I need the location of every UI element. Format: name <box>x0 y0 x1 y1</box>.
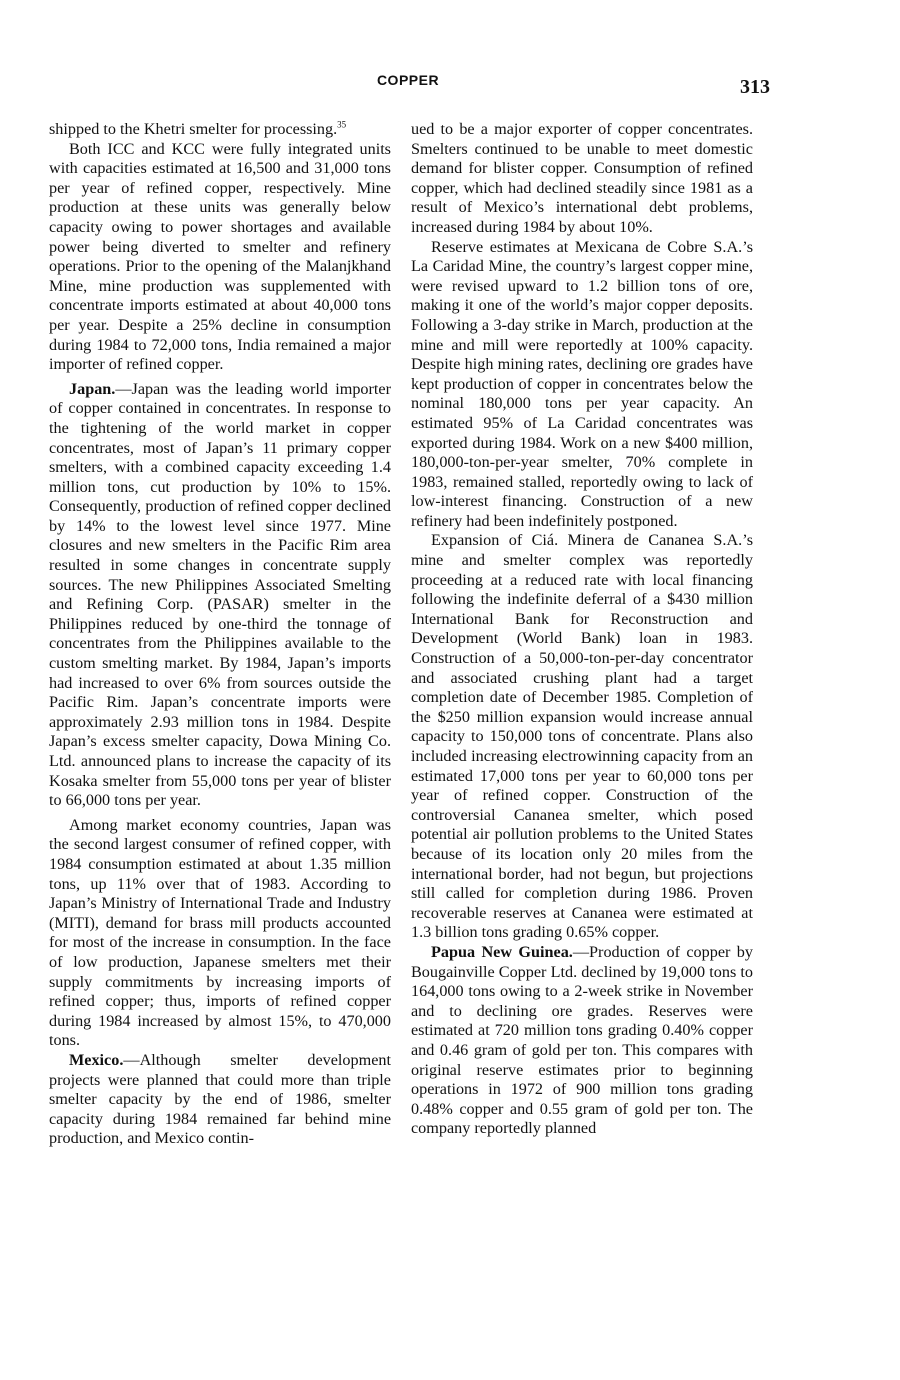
running-title: COPPER <box>376 72 440 88</box>
paragraph-text: —Production of copper by Bougainville Copper Ltd. declined by 19,000 tons to 164,000 tons owing to a 2-week strike in November and to declining ore grades. Reserves were estimated at 720 million tons grading 0.40% copper and 0.46 gram of gold per ton. This compares with original reserve estimates prior to beginning operations in 1972 of 900 million tons grading 0.48% copper and 0.55 gram of gold per ton. The company reportedly planned <box>411 942 753 1138</box>
section-papua-new-guinea <box>411 943 753 1139</box>
section-mexico <box>49 1051 391 1149</box>
right-column <box>411 120 753 1139</box>
footnote-reference: 35 <box>337 119 347 130</box>
left-column <box>49 120 391 1149</box>
page-header <box>48 72 768 96</box>
paragraph-mexico-continued: ued to be a major exporter of copper concentrates. Smelters continued to be unable to meet domestic demand for blister copper. Consumption of refined copper, which had declined steadily since 1981 as a result of Mexico’s international debt problems, increased during 1984 by about 10%. <box>411 120 753 236</box>
page-number: 313 <box>740 76 770 98</box>
paragraph-text: shipped to the Khetri smelter for processing. <box>49 120 338 138</box>
paragraph-japan-consumption: Among market economy countries, Japan was the second largest consumer of refined copper, with 1984 consumption estimated at about 1.35 million tons, up 11% over that of 1983. According to Japan’s Ministry of International Trade and Industry (MITI), demand for brass mill products accounted for most of the increase in consumption. In the face of low production, Japanese smelters met their supply commitments by increasing imports of refined copper; thus, imports of refined copper during 1984 increased by almost 15%, to 470,000 tons. <box>49 815 391 1050</box>
paragraph-cananea: Expansion of Ciá. Minera de Cananea S.A.’s mine and smelter complex was reportedly proceeding at a reduced rate with local financing following the indefinite deferral of a $430 million International Bank for Reconstruction and Development (World Bank) loan in 1983. Construction of a 50,000-ton-per-day concentrator and associated crushing plant had a target completion date of December 1985. Completion of the $250 million expansion would increase annual capacity to 150,000 tons of concentrate. Plans also included increasing electrowinning capacity from an estimated 17,000 tons per year to 60,000 tons per year of refined copper. Construction of the controversial Cananea smelter, which posed potential air pollution problems to the United States because of its location only 20 miles from the international border, had not begun, but projections still called for completion during 1986. Proven recoverable reserves at Cananea were estimated at 1.3 billion tons grading 0.65% copper. <box>411 531 753 942</box>
paragraph-icc-kcc: Both ICC and KCC were fully integrated units with capacities estimated at 16,500 and 31,000 tons per year of refined copper, respectively. Mine production at these units was generally below capacity owing to power shortages and available power being diverted to smelter and refinery operations. Prior to the opening of the Malanjkhand Mine, mine production was supplemented with concentrate imports estimated at about 40,000 tons per year. Despite a 25% decline in consumption during 1984 to 72,000 tons, India remained a major importer of refined copper. <box>49 139 391 374</box>
section-japan <box>49 380 391 811</box>
section-heading-mexico: Mexico. <box>69 1050 124 1069</box>
section-heading-papua-new-guinea: Papua New Guinea. <box>431 942 573 961</box>
paragraph-la-caridad: Reserve estimates at Mexicana de Cobre S.A.’s La Caridad Mine, the country’s largest copper mine, were revised upward to 1.2 billion tons of ore, making it one of the world’s major copper deposits. Following a 3-day strike in March, production at the mine and mill were reportedly at 100% capacity. Despite high mining rates, declining ore grades have kept production of copper in concentrates below the nominal 180,000 tons per year capacity. An estimated 95% of La Caridad concentrates was exported during 1984. Work on a new $400 million, 180,000-ton-per-year smelter, 70% complete in 1983, remained stalled, reportedly owing to lack of low-interest financing. Construction of a new refinery had been indefinitely postponed. <box>411 237 753 530</box>
paragraph-khetri-continued <box>49 120 391 140</box>
paragraph-text: —Japan was the leading world importer of copper contained in concentrates. In response to the tightening of the world market in copper concentrates, most of Japan’s 11 primary copper smelters, with a combined capacity exceeding 1.4 million tons, cut production by 10% to 15%. Consequently, production of refined copper declined by 14% to the lowest level since 1977. Mine closures and new smelters in the Pacific Rim area resulted in some changes in concentrate supply sources. The new Philippines Associated Smelting and Refining Corp. (PASAR) smelter in the Philippines reduced by one-third the tonnage of concentrates from the Philippines available to the custom smelting market. By 1984, Japan’s imports had increased to over 6% from sources outside the Pacific Rim. Japan’s concentrate imports were approximately 2.93 million tons in 1984. Despite Japan’s excess smelter capacity, Dowa Mining Co. Ltd. announced plans to increase the capacity of its Kosaka smelter from 55,000 tons per year of blister to 66,000 tons per year. <box>49 379 391 810</box>
section-heading-japan: Japan. <box>69 379 116 398</box>
paragraph-text: —Although smelter development projects were planned that could more than triple smelter capacity by the end of 1986, smelter capacity during 1984 remained far behind mine production, and Mexico contin- <box>49 1050 391 1148</box>
